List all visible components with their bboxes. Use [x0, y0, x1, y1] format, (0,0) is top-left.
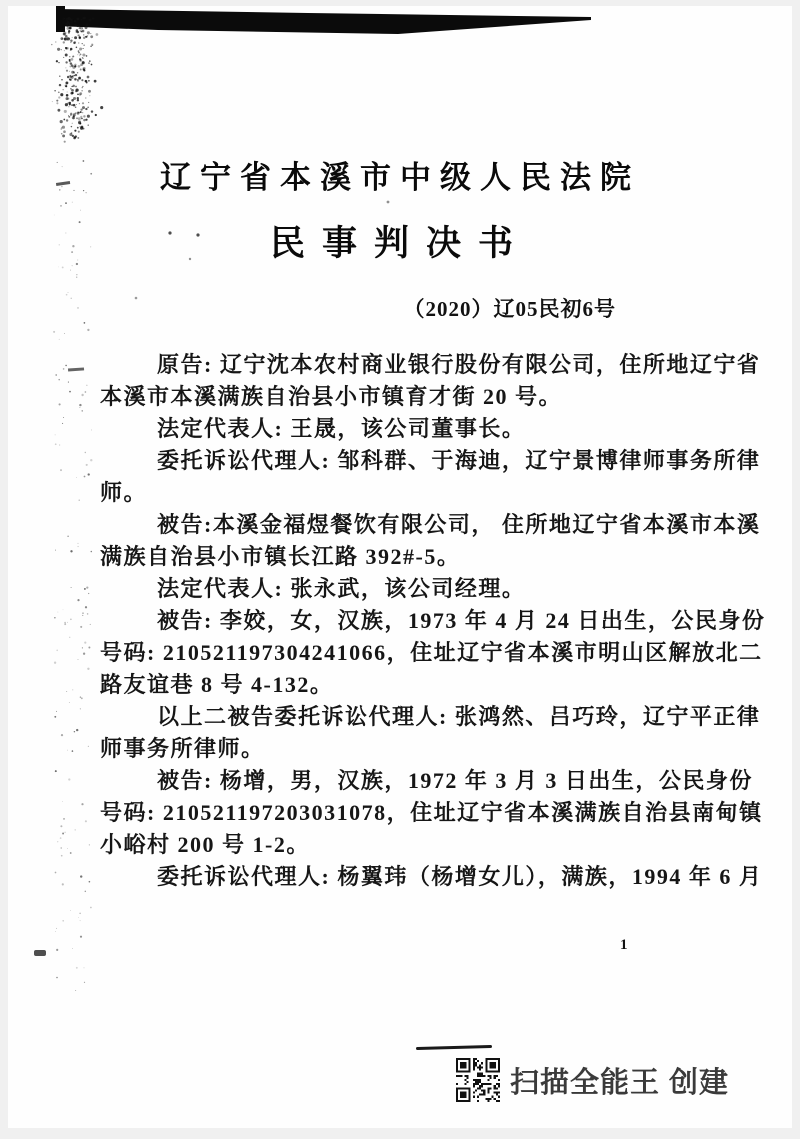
body-line: 号码: 210521197203031078，住址辽宁省本溪满族自治县南甸镇 — [100, 800, 763, 825]
page-number: 1 — [620, 937, 628, 953]
body-line: 路友谊巷 8 号 4-132。 — [100, 672, 334, 697]
body-line: 委托诉讼代理人: 邹科群、于海迪，辽宁景博律师事务所律 — [157, 448, 761, 473]
body-line: 号码: 210521197304241066，住址辽宁省本溪市明山区解放北二 — [100, 640, 763, 665]
qr-code-icon — [456, 1058, 500, 1102]
scan-artifact-footer-dash — [416, 1045, 492, 1050]
body-line: 法定代表人: 王晟，该公司董事长。 — [157, 416, 526, 441]
case-number: （2020）辽05民初6号 — [403, 297, 616, 321]
body-line: 以上二被告委托诉讼代理人: 张鸿然、吕巧玲，辽宁平正律 — [157, 704, 761, 729]
document-title: 民事判决书 — [269, 224, 530, 263]
body-line: 本溪市本溪满族自治县小市镇育才街 20 号。 — [100, 384, 563, 409]
body-line: 师事务所律师。 — [100, 736, 265, 761]
body-line: 被告: 杨增，男，汉族，1972 年 3 月 3 日出生，公民身份 — [157, 768, 753, 793]
body-line: 原告: 辽宁沈本农村商业银行股份有限公司，住所地辽宁省 — [157, 352, 761, 377]
scan-artifact-top-bar — [56, 6, 591, 34]
body-line: 小峪村 200 号 1-2。 — [100, 832, 310, 857]
body-line: 委托诉讼代理人: 杨翼玮（杨增女儿），满族，1994 年 6 月 — [157, 864, 763, 889]
court-name: 辽宁省本溪市中级人民法院 — [160, 160, 640, 195]
body-line: 满族自治县小市镇长江路 392#-5。 — [100, 544, 461, 569]
scanner-watermark — [456, 1054, 729, 1106]
body-line: 法定代表人: 张永武，该公司经理。 — [157, 576, 526, 601]
body-line: 师。 — [100, 480, 148, 505]
watermark-text: 扫描全能王 创建 — [510, 1066, 730, 1099]
document-page — [8, 6, 792, 1128]
body-line: 被告:本溪金福煜餐饮有限公司， 住所地辽宁省本溪市本溪 — [157, 512, 761, 537]
body-line: 被告: 李姣，女，汉族，1973 年 4 月 24 日出生，公民身份 — [157, 608, 766, 633]
